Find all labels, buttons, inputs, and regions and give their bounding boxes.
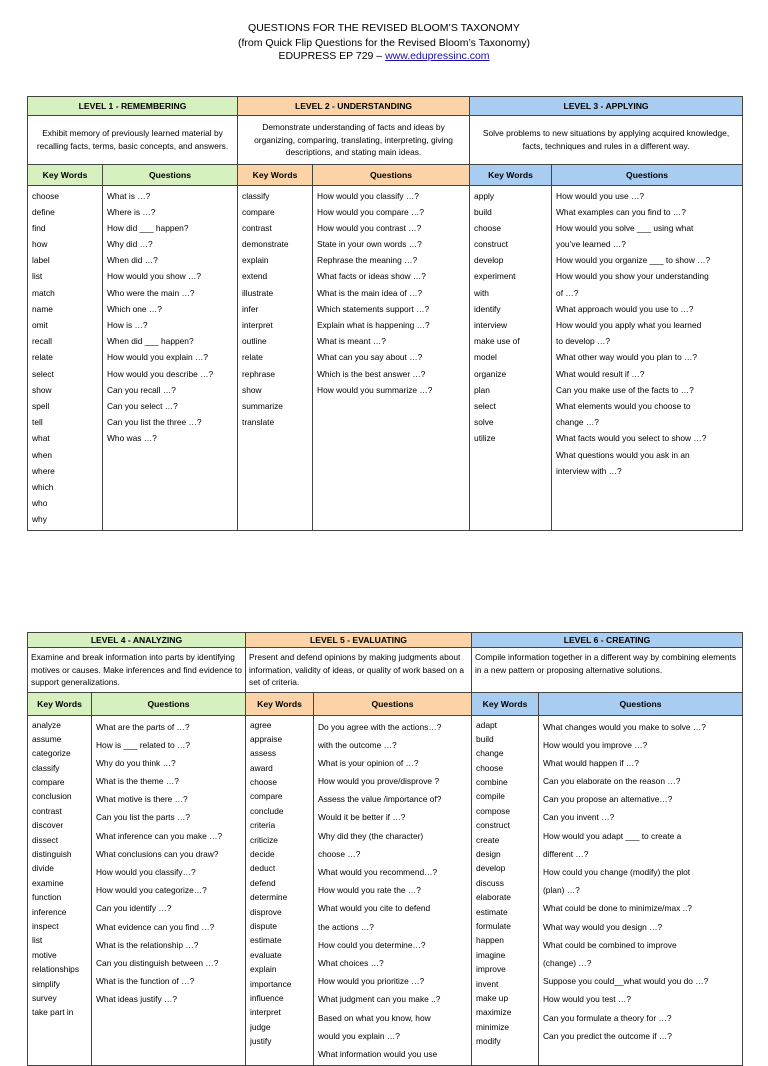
keyword-item: invent (476, 978, 499, 989)
question-item: How would you classify…? (96, 867, 196, 877)
level-3-questions-list (552, 185, 743, 530)
question-item: Can you propose an alternative…? (543, 794, 673, 805)
question-item: What are the parts of …? (96, 721, 190, 732)
question-item: What is your opinion of …? (318, 757, 419, 768)
question-item: What motive is there …? (96, 794, 188, 805)
level-6-questions-list (539, 715, 743, 1066)
keyword-item: imagine (476, 949, 506, 960)
keyword-item: name (32, 303, 53, 314)
keyword-item: develop (476, 863, 506, 874)
keyword-item: develop (474, 255, 504, 266)
question-item: How would you adapt ___ to create a (543, 830, 682, 841)
level-2-questions-list (313, 185, 470, 530)
level-5-title: LEVEL 5 - EVALUATING (246, 633, 472, 648)
question-item: How would you explain …? (107, 352, 209, 363)
keyword-item: simplify (32, 978, 60, 989)
keyword-item: dispute (250, 920, 278, 931)
level-5-keywords-header: Key Words (246, 692, 314, 715)
question-item: What examples can you find to …? (556, 206, 686, 217)
question-item: the actions …? (318, 921, 374, 932)
question-item: How is …? (107, 320, 148, 330)
question-item: When did …? (107, 255, 158, 266)
question-item: of …? (556, 287, 579, 298)
question-item: Suppose you could__what would you do …? (543, 976, 709, 987)
keyword-item: happen (476, 935, 504, 946)
question-item: What could be done to minimize/max ..? (543, 903, 692, 914)
keyword-item: experiment (474, 271, 516, 282)
level-3-questions-header: Questions (552, 164, 743, 185)
question-item: Would it be better if …? (318, 812, 406, 823)
keyword-item: discuss (476, 877, 504, 888)
question-item: How is ___ related to …? (96, 739, 191, 750)
keyword-item: combine (476, 777, 508, 788)
keyword-item: criticize (250, 834, 278, 845)
keyword-item: assume (32, 733, 62, 744)
question-item: with the outcome …? (318, 739, 397, 750)
level-1-keywords-header: Key Words (28, 164, 103, 185)
question-item: Can you make use of the facts to …? (556, 384, 694, 395)
header (0, 22, 768, 63)
keyword-item: compare (250, 791, 283, 802)
keyword-item: compare (242, 206, 275, 217)
question-item: Can you formulate a theory for …? (543, 1012, 672, 1023)
keyword-item: explain (250, 964, 277, 975)
question-item: Do you agree with the actions…? (318, 721, 442, 732)
question-item: How would you improve …? (543, 739, 648, 750)
question-item: Can you select …? (107, 400, 178, 411)
question-item: What evidence can you find …? (96, 921, 215, 932)
level-6-description: Compile information together in a different way by combining elements in a new pattern or proposing alternative solutions. (472, 648, 743, 693)
level-4-keywords-list (28, 715, 92, 1066)
level-4-questions-header: Questions (92, 692, 246, 715)
question-item: Can you invent …? (543, 812, 615, 823)
keyword-item: solve (474, 417, 494, 428)
question-item: How would you classify …? (317, 190, 419, 201)
keyword-item: apply (474, 190, 495, 201)
keyword-item: where (32, 465, 55, 476)
keyword-item: model (474, 352, 497, 363)
keyword-item: which (32, 481, 54, 492)
question-item: How would you categorize…? (96, 885, 207, 896)
keyword-item: label (32, 255, 50, 266)
keyword-item: make up (476, 992, 509, 1003)
keyword-item: design (476, 849, 501, 860)
keyword-item: importance (250, 978, 292, 989)
question-item: How would you describe …? (107, 368, 214, 379)
keyword-item: estimate (250, 935, 282, 946)
level-1-questions-list (103, 185, 238, 530)
keyword-item: inspect (32, 920, 59, 931)
keyword-item: modify (476, 1036, 501, 1047)
keyword-item: select (474, 400, 496, 411)
source-text: EDUPRESS EP 729 – (278, 50, 383, 62)
keyword-item: extend (242, 271, 268, 282)
keyword-item: categorize (32, 748, 71, 759)
keyword-item: conclusion (32, 791, 72, 802)
question-item: What elements would you choose to (556, 400, 691, 411)
question-item: How would you test …? (543, 994, 631, 1005)
keyword-item: who (32, 498, 48, 509)
keyword-item: relate (32, 352, 53, 363)
question-item: to develop …? (556, 336, 611, 347)
question-item: What could be combined to improve (543, 939, 677, 950)
level-3-keywords-list (470, 185, 552, 530)
keyword-item: show (32, 384, 52, 395)
question-item: What facts or ideas show …? (317, 271, 426, 282)
question-item: How would you show …? (107, 271, 202, 282)
question-item: Assess the value /importance of? (318, 794, 442, 805)
question-item: How would you rate the …? (318, 885, 421, 896)
keyword-item: construct (476, 820, 510, 831)
question-item: How would you summarize …? (317, 384, 433, 395)
keyword-item: formulate (476, 920, 511, 931)
source-line (0, 50, 768, 63)
keyword-item: make use of (474, 336, 520, 347)
question-item: Why did they (the character) (318, 830, 424, 841)
level-1-title: LEVEL 1 - REMEMBERING (28, 97, 238, 116)
keyword-item: create (476, 834, 500, 845)
question-item: Why did …? (107, 239, 153, 250)
keyword-item: what (32, 433, 50, 444)
keyword-item: defend (250, 877, 276, 888)
question-item: Rephrase the meaning …? (317, 255, 418, 266)
question-item: What is the relationship …? (96, 939, 199, 950)
keyword-item: adapt (476, 719, 497, 730)
keyword-item: distinguish (32, 849, 72, 860)
question-item: would you explain …? (318, 1030, 400, 1041)
keyword-item: estimate (476, 906, 508, 917)
keyword-item: disprove (250, 906, 282, 917)
question-item: Which one …? (107, 303, 162, 314)
question-item: How would you use …? (556, 190, 645, 201)
question-item: What would you cite to defend (318, 903, 431, 914)
keyword-item: choose (474, 222, 502, 233)
question-item: How would you organize ___ to show …? (556, 255, 711, 266)
question-item: What would happen if …? (543, 757, 639, 768)
question-item: What is meant …? (317, 336, 386, 347)
question-item: What questions would you ask in an (556, 449, 690, 460)
question-item: Which statements support …? (317, 303, 430, 314)
question-item: change …? (556, 417, 599, 428)
keyword-item: list (32, 935, 43, 946)
question-item: (change) …? (543, 957, 592, 968)
question-item: How would you apply what you learned (556, 320, 702, 330)
level-3-description: Solve problems to new situations by applying acquired knowledge, facts, techniques and rules in a different way. (470, 116, 743, 165)
level-2-questions-header: Questions (313, 164, 470, 185)
level-2-keywords-header: Key Words (238, 164, 313, 185)
page-subtitle: (from Quick Flip Questions for the Revised Bloom’s Taxonomy) (238, 37, 530, 49)
level-5-questions-header: Questions (314, 692, 472, 715)
keyword-item: why (32, 514, 47, 525)
keyword-item: organize (474, 368, 507, 379)
keyword-item: improve (476, 964, 506, 975)
keyword-item: construct (474, 239, 509, 250)
question-item: How would you prioritize …? (318, 976, 425, 987)
level-2-title: LEVEL 2 - UNDERSTANDING (238, 97, 470, 116)
question-item: Can you recall …? (107, 384, 176, 395)
keyword-item: infer (242, 303, 259, 314)
keyword-item: dissect (32, 834, 59, 845)
keyword-item: motive (32, 949, 57, 960)
question-item: What changes would you make to solve …? (543, 721, 706, 732)
keyword-item: elaborate (476, 892, 511, 903)
level-6-keywords-list (472, 715, 539, 1066)
question-item: How would you prove/disprove ? (318, 776, 440, 787)
level-1-questions-header: Questions (103, 164, 238, 185)
keyword-item: how (32, 239, 48, 250)
keyword-item: interpret (242, 320, 273, 330)
question-item: What ideas justify …? (96, 994, 177, 1005)
question-item: Can you list the three …? (107, 417, 202, 428)
level-3-title: LEVEL 3 - APPLYING (470, 97, 743, 116)
question-item: State in your own words …? (317, 239, 422, 250)
question-item: Can you identify …? (96, 903, 172, 914)
keyword-item: choose (250, 777, 278, 788)
keyword-item: summarize (242, 400, 283, 411)
keyword-item: award (250, 762, 273, 773)
question-item: Which is the best answer …? (317, 368, 426, 379)
question-item: What would you recommend…? (318, 867, 438, 877)
publisher-link[interactable]: www.edupressinc.com (385, 50, 490, 62)
question-item: What inference can you make …? (96, 830, 223, 841)
keyword-item: rephrase (242, 368, 276, 379)
level-5-description: Present and defend opinions by making judgments about information, validity of ideas, or quality of work based on a set of criteria. (246, 648, 472, 693)
question-item: How would you show your understanding (556, 271, 709, 282)
keyword-item: minimize (476, 1021, 510, 1032)
question-item: choose …? (318, 848, 361, 859)
question-item: What choices …? (318, 957, 384, 968)
level-4-title: LEVEL 4 - ANALYZING (28, 633, 246, 648)
keyword-item: contrast (242, 222, 272, 233)
keyword-item: appraise (250, 733, 283, 744)
keyword-item: list (32, 271, 43, 282)
keyword-item: choose (476, 762, 504, 773)
question-item: What facts would you select to show …? (556, 433, 707, 444)
keyword-item: when (32, 449, 53, 460)
level-1-description: Exhibit memory of previously learned material by recalling facts, terms, basic concepts, and answers. (28, 116, 238, 165)
question-item: What other way would you plan to …? (556, 352, 698, 363)
page-title: QUESTIONS FOR THE REVISED BLOOM’S TAXONOMY (248, 22, 520, 34)
question-item: What approach would you use to …? (556, 303, 694, 314)
question-item: What would result if …? (556, 368, 645, 379)
keyword-item: maximize (476, 1007, 512, 1018)
level-6-title: LEVEL 6 - CREATING (472, 633, 743, 648)
keyword-item: analyze (32, 719, 61, 730)
keyword-item: decide (250, 849, 275, 860)
keyword-item: build (476, 733, 494, 744)
keyword-item: function (32, 892, 62, 903)
keyword-item: examine (32, 877, 64, 888)
keyword-item: spell (32, 400, 50, 411)
table-levels-4-6 (27, 632, 743, 1066)
keyword-item: tell (32, 417, 43, 428)
question-item: How could you change (modify) the plot (543, 867, 691, 877)
keyword-item: influence (250, 992, 284, 1003)
keyword-item: recall (32, 336, 53, 347)
keyword-item: utilize (474, 433, 496, 444)
level-4-questions-list (92, 715, 246, 1066)
question-item: What is the main idea of …? (317, 287, 423, 298)
keyword-item: determine (250, 892, 288, 903)
question-item: How could you determine…? (318, 939, 426, 950)
question-item: What is the function of …? (96, 976, 195, 987)
keyword-item: outline (242, 336, 267, 347)
keyword-item: choose (32, 190, 60, 201)
keyword-item: interpret (250, 1007, 281, 1018)
question-item: What can you say about …? (317, 352, 423, 363)
keyword-item: relationships (32, 964, 80, 975)
keyword-item: interview (474, 320, 508, 330)
question-item: Can you elaborate on the reason …? (543, 776, 681, 787)
question-item: What conclusions can you draw? (96, 848, 219, 859)
keyword-item: plan (474, 384, 490, 395)
table-levels-1-3 (27, 96, 743, 531)
keyword-item: compile (476, 791, 505, 802)
keyword-item: take part in (32, 1007, 74, 1018)
level-2-keywords-list (238, 185, 313, 530)
question-item: interview with …? (556, 465, 622, 476)
question-item: How would you compare …? (317, 206, 425, 217)
question-item: Can you list the parts …? (96, 812, 191, 823)
keyword-item: find (32, 222, 46, 233)
keyword-item: illustrate (242, 287, 274, 298)
keyword-item: divide (32, 863, 54, 874)
question-item: (plan) …? (543, 885, 580, 896)
keyword-item: contrast (32, 805, 62, 816)
question-item: How would you solve ___ using what (556, 222, 694, 233)
question-item: you’ve learned …? (556, 239, 626, 250)
keyword-item: omit (32, 320, 48, 330)
keyword-item: survey (32, 992, 57, 1003)
keyword-item: judge (250, 1021, 271, 1032)
keyword-item: compare (32, 777, 65, 788)
question-item: Why do you think …? (96, 757, 176, 768)
keyword-item: agree (250, 719, 272, 730)
keyword-item: criteria (250, 820, 276, 831)
keyword-item: conclude (250, 805, 284, 816)
level-4-keywords-header: Key Words (28, 692, 92, 715)
keyword-item: demonstrate (242, 239, 289, 250)
question-item: How would you contrast …? (317, 222, 422, 233)
keyword-item: explain (242, 255, 269, 266)
question-item: What judgment can you make ..? (318, 994, 441, 1005)
question-item: Based on what you know, how (318, 1012, 431, 1023)
question-item: When did ___ happen? (107, 336, 194, 347)
keyword-item: evaluate (250, 949, 282, 960)
keyword-item: justify (250, 1036, 272, 1047)
keyword-item: match (32, 287, 55, 298)
level-6-questions-header: Questions (539, 692, 743, 715)
keyword-item: with (474, 287, 489, 298)
question-item: What way would you design …? (543, 921, 663, 932)
keyword-item: build (474, 206, 492, 217)
question-item: How did ___ happen? (107, 222, 189, 233)
keyword-item: deduct (250, 863, 276, 874)
question-item: Who was …? (107, 433, 157, 444)
question-item: Explain what is happening …? (317, 320, 430, 330)
keyword-item: define (32, 206, 55, 217)
keyword-item: compose (476, 805, 510, 816)
level-5-keywords-list (246, 715, 314, 1066)
question-item: What is the theme …? (96, 776, 179, 787)
question-item: Can you distinguish between …? (96, 957, 219, 968)
keyword-item: relate (242, 352, 263, 363)
keyword-item: classify (242, 190, 270, 201)
level-6-keywords-header: Key Words (472, 692, 539, 715)
keyword-item: select (32, 368, 54, 379)
question-item: Who were the main …? (107, 287, 195, 298)
level-1-keywords-list (28, 185, 103, 530)
question-item: What is …? (107, 190, 151, 201)
question-item: different …? (543, 848, 589, 859)
level-4-description: Examine and break information into parts by identifying motives or causes. Make inferences and find evidence to support generalizations. (28, 648, 246, 693)
keyword-item: translate (242, 417, 275, 428)
question-item: Can you predict the outcome if …? (543, 1030, 672, 1041)
keyword-item: change (476, 748, 504, 759)
keyword-item: inference (32, 906, 67, 917)
question-item: Where is …? (107, 206, 156, 217)
level-5-questions-list (314, 715, 472, 1066)
level-3-keywords-header: Key Words (470, 164, 552, 185)
level-2-description: Demonstrate understanding of facts and ideas by organizing, comparing, translating, interpreting, giving descriptions, and stating main ideas. (238, 116, 470, 165)
keyword-item: discover (32, 820, 64, 831)
keyword-item: classify (32, 762, 60, 773)
keyword-item: show (242, 384, 262, 395)
question-item: What information would you use (318, 1048, 438, 1059)
keyword-item: assess (250, 748, 277, 759)
keyword-item: identify (474, 303, 501, 314)
